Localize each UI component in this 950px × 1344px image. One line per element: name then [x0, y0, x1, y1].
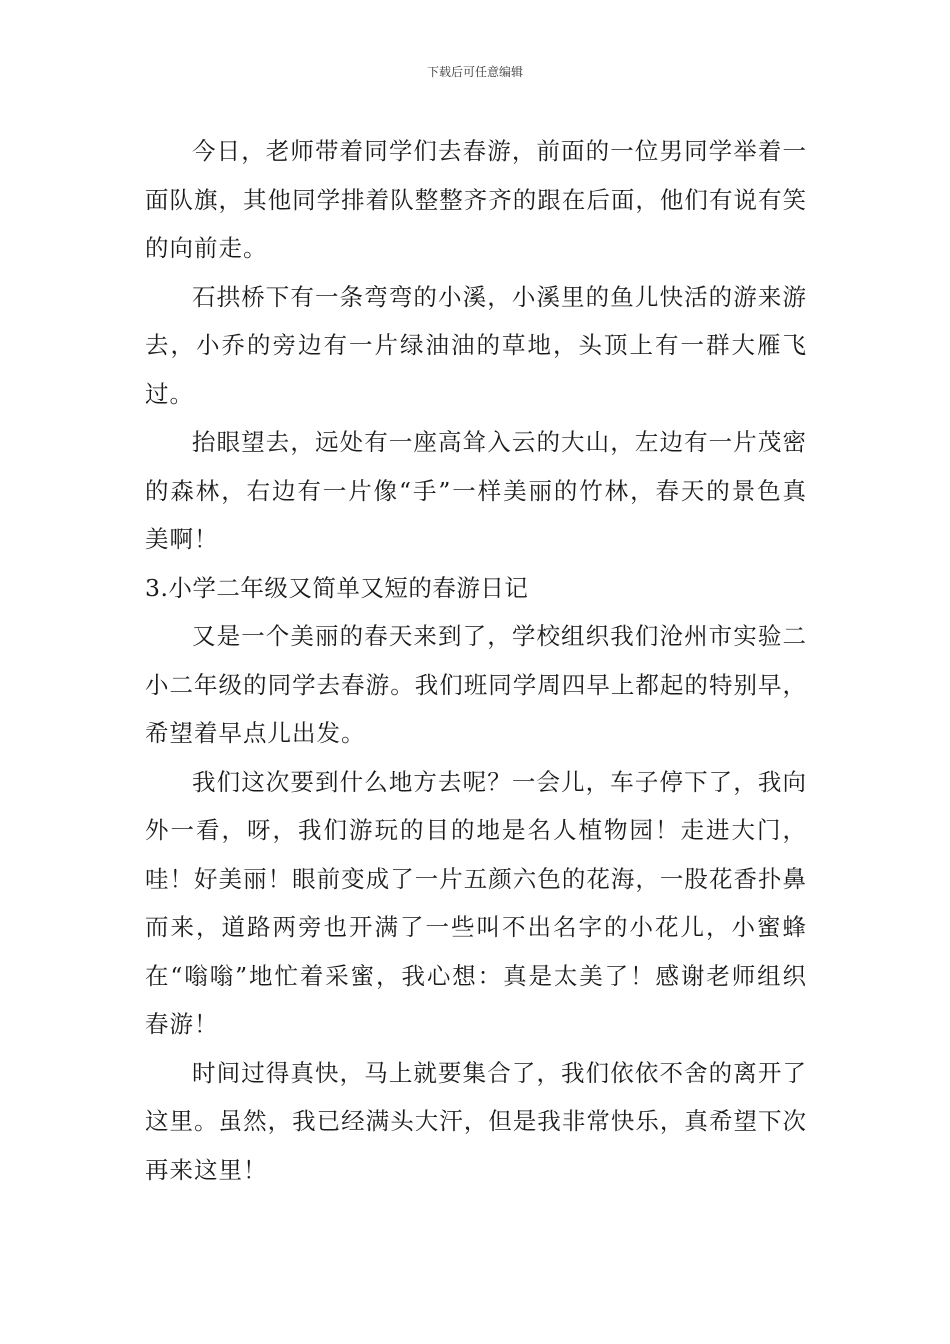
section-heading: 3.小学二年级又简单又短的春游日记	[145, 573, 529, 602]
paragraph-botanical-garden: 我们这次要到什么地方去呢？一会儿，车子停下了，我向外一看，呀，我们游玩的目的地是名人植物园！走进大门，哇！好美丽！眼前变成了一片五颜六色的花海，一股花香扑鼻而来，道路两旁也开满了一些叫不出名字的小花儿，小蜜蜂在“嗡嗡”地忙着采蜜，我心想：真是太美了！感谢老师组织春游！	[145, 767, 807, 1038]
document-body	[145, 127, 807, 1194]
paragraph-stone-bridge: 石拱桥下有一条弯弯的小溪，小溪里的鱼儿快活的游来游去，小乔的旁边有一片绿油油的草地，头顶上有一群大雁飞过。	[145, 282, 807, 408]
paragraph-spring-arrives: 又是一个美丽的春天来到了，学校组织我们沧州市实验二小二年级的同学去春游。我们班同学周四早上都起的特别早，希望着早点儿出发。	[145, 622, 807, 747]
paragraph-scenery: 抬眼望去，远处有一座高耸入云的大山，左边有一片茂密的森林，右边有一片像“手”一样美丽的竹林，春天的景色真美啊！	[145, 428, 807, 553]
paragraph-leaving: 时间过得真快，马上就要集合了，我们依依不舍的离开了这里。虽然，我已经满头大汗，但是我非常快乐，真希望下次再来这里！	[145, 1058, 807, 1184]
paragraph-spring-outing: 今日，老师带着同学们去春游，前面的一位男同学举着一面队旗，其他同学排着队整整齐齐的跟在后面，他们有说有笑的向前走。	[145, 137, 807, 262]
page-header: 下载后可任意编辑	[426, 65, 523, 79]
